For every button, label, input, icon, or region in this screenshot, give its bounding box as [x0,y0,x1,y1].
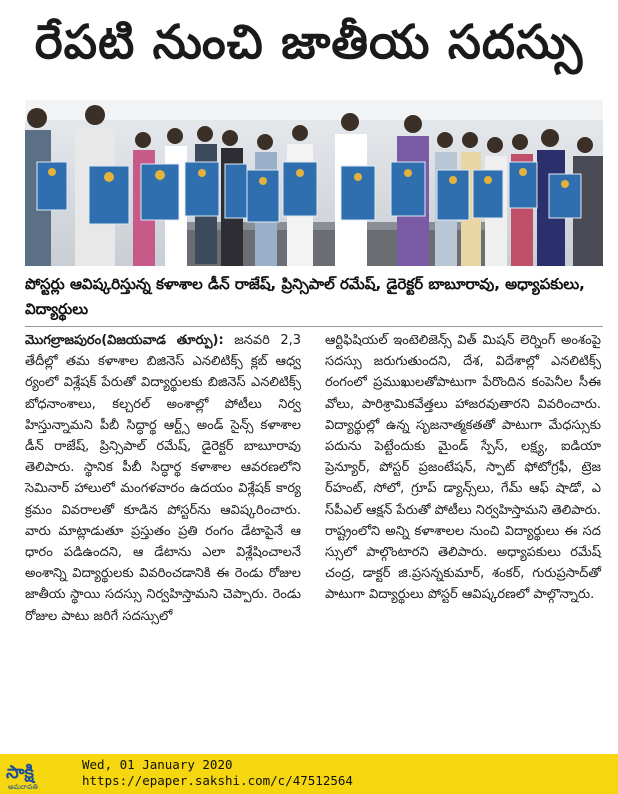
sakshi-logo [2,756,72,792]
article-column-left [25,330,301,627]
photo-caption: పోస్టర్లు ఆవిష్కరిస్తున్న కళాశాల డీన్‌ రాజేష్‌, ప్రిన్సిపాల్‌ రమేష్‌, డైరెక్టర్‌ బాబూరావు, అధ్యాపకులు, విద్యార్థులు [25,275,585,318]
article-dateline: మొగల్రాజపురం(విజయవాడ తూర్పు): [25,333,224,348]
article-paragraph-left [25,330,301,627]
logo-edition: అమరావతి [8,783,38,791]
caption-divider [25,326,603,327]
footer-date: Wed, 01 January 2020 [82,757,233,772]
headline: రేపటి నుంచి జాతీయ సదస్సు [34,15,584,70]
news-photo-illustration [25,100,603,266]
news-photo [25,100,603,266]
logo-wordmark: సాక్షి [6,762,34,783]
epaper-footer [0,754,618,794]
article-column-right [325,330,601,606]
article-body-left: జనవరి 2,3 తేదీల్లో తమ కళాశాల బిజినెస్‌ ఎనలిటిక్స్‌ క్లబ్‌ ఆధ్వర్యంలో విశ్లేషక్‌ పేరుతో విద్యార్థులకు బిజినెస్‌ ఎనలిటిక్స్‌ బోధనాంశాలు, కల్చరల్‌ అంశాల్లో పోటీలు నిర్వహిస్తున్నామని పీబీ సిద్ధార్థ ఆర్ట్స్‌ అండ్‌ సైన్స్‌ కళాశాల డీన్‌ రాజేష్‌, ప్రిన్సిపాల్‌ రమేష్‌, డైరెక్టర్‌ బాబూరావు తెలిపారు. స్థానిక పీబీ సిద్ధార్థ కళాశాల ఆవరణలోని సెమినార్‌ హాలులో మంగళవారం ఉదయం విశ్లేషక్‌ కార్యక్రమం వివరాలతో కూడిన పోస్టర్‌ను ఆవిష్కరించారు. వారు మాట్లాడుతూ ప్రస్తుతం ప్రతి రంగం డేటాపైనే ఆధారం పడిఉందని, ఆ డేటాను ఎలా విశ్లేషించాలనే అంశాన్ని విద్యార్థులకు వివరించడానికి ఈ రెండు రోజుల జాతీయ స్థాయి సదస్సు నిర్వహిస్తామని చెప్పారు. రెండు రోజుల పాటు జరిగే సదస్సులో [25,333,301,624]
article-body-right: ఆర్టిఫిషియల్‌ ఇంటెలిజెన్స్‌ విత్‌ మిషన్‌ లెర్నింగ్‌ అంశంపై సదస్సు జరుగుతుందని, దేశ, విదేశాల్లో ఎనలిటిక్స్‌ రంగంలో ప్రముఖులతోపాటుగా పేరొందిన కంపెనీల సీఈవోలు, పారిశ్రామికవేత్తలు హాజరవుతారని వివరించారు. విద్యార్థుల్లో ఉన్న సృజనాత్మకతతో పాటుగా మేధస్సుకు పదును పెట్టేందుకు మైండ్‌ స్పేస్‌, లక్ష్య, ఐడియా ప్రెన్యూర్‌, పోస్టర్‌ ప్రజంటేషన్‌, స్పాట్‌ ఫోటోగ్రఫీ, ట్రెజర్‌హంట్‌, సోలో, గ్రూప్‌ డ్యాన్స్‌లు, గేమ్‌ ఆఫ్‌ షాడో, ఎస్‌పీఎల్‌ ఆక్షన్‌ పేరుతో పోటీలు నిర్వహిస్తామని తెలిపారు. రాష్ట్రంలోని అన్ని కళాశాలల నుంచి విద్యార్థులు ఈ సదస్సులో పాల్గొంటారని తెలిపారు. అధ్యాపకులు రమేష్‌ చంద్ర, డాక్టర్‌ జి.ప్రసన్నకుమార్‌, శంకర్‌, గురుప్రసాద్‌తో పాటుగా విద్యార్థులు పోస్టర్‌ ఆవిష్కరణలో పాల్గొన్నారు. [325,333,601,603]
footer-url[interactable]: https://epaper.sakshi.com/c/47512564 [82,773,353,788]
